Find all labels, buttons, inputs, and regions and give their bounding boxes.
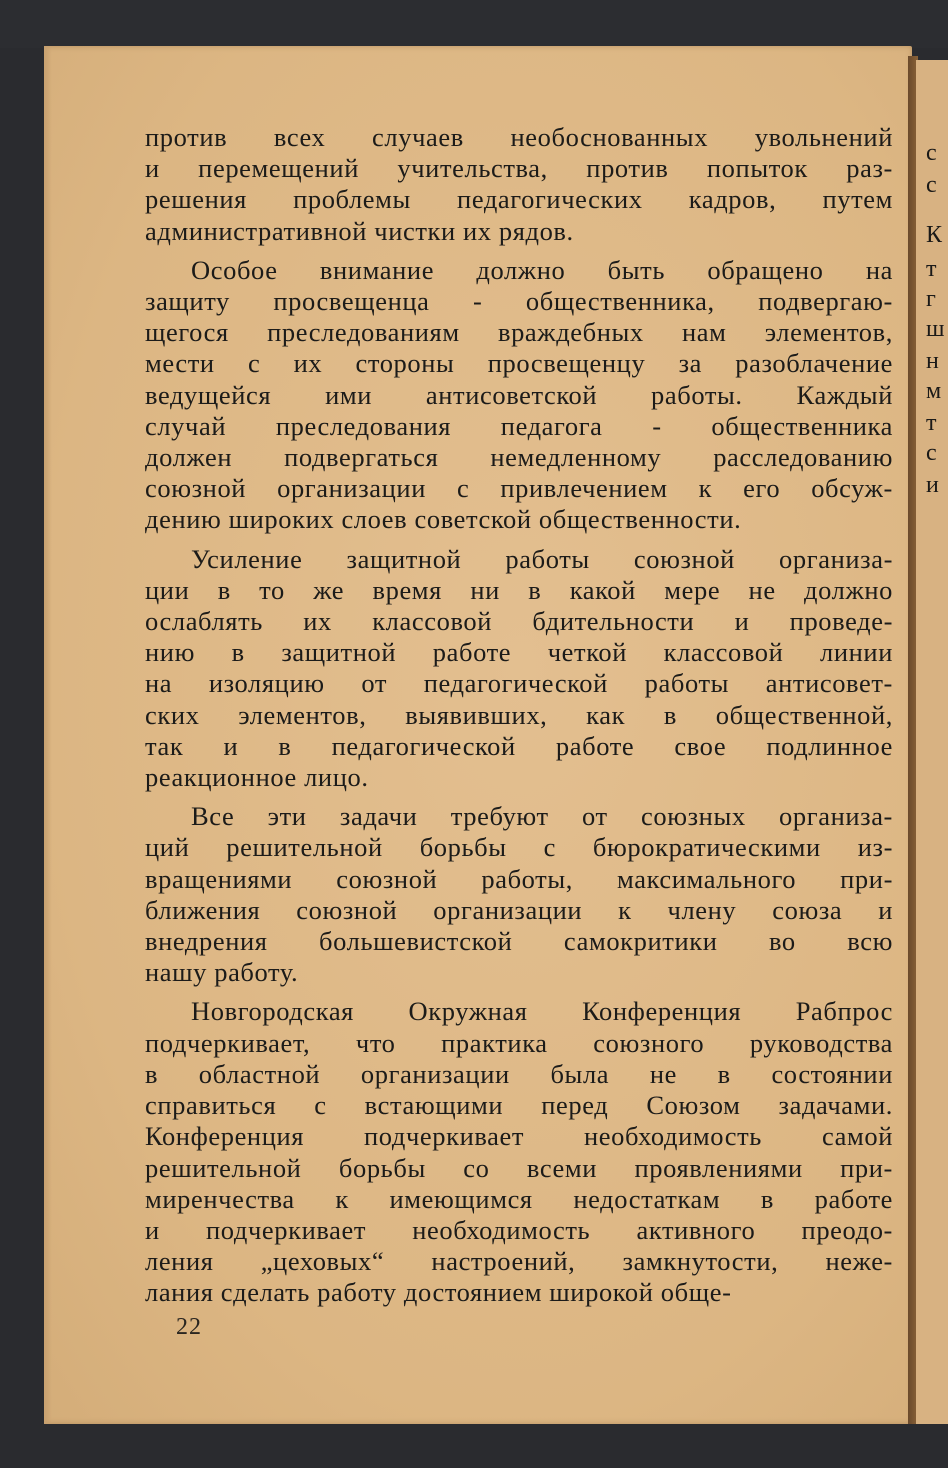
text-line: против всех случаев необоснованных увольнений xyxy=(145,122,893,152)
next-page-char: м xyxy=(926,378,942,404)
scanner-background-top xyxy=(0,0,948,48)
text-line: справиться с встающими перед Союзом задачами. xyxy=(145,1090,893,1121)
paragraph xyxy=(145,122,893,247)
next-page-char: т xyxy=(926,256,937,282)
paragraph xyxy=(145,544,893,794)
text-line: нашу работу. xyxy=(145,957,299,988)
text-line: ведущейся ими антисоветской работы. Каждый xyxy=(145,379,893,410)
text-line: ций решительной борьбы с бюрократическими из- xyxy=(145,832,893,863)
next-page-char: т xyxy=(926,410,937,436)
next-page-edge xyxy=(916,60,948,1428)
text-line: должен подвергаться немедленному расследованию xyxy=(145,442,893,473)
text-line: решения проблемы педагогических кадров, путем xyxy=(145,184,893,215)
text-line: лания сделать работу достоянием широкой обще- xyxy=(145,1277,732,1308)
text-line: и подчеркивает необходимость активного преодо- xyxy=(145,1214,893,1245)
text-line: щегося преследованиям враждебных нам элементов, xyxy=(145,317,893,348)
text-line: и перемещений учительства, против попыток раз- xyxy=(145,153,893,184)
text-line: ских элементов, выявивших, как в общественной, xyxy=(145,699,893,730)
paragraph xyxy=(145,801,893,988)
text-line: административной чистки их рядов. xyxy=(145,215,574,246)
scanner-background-bottom xyxy=(0,1424,948,1468)
text-line: ослаблять их классовой бдительности и проведе- xyxy=(145,606,893,637)
text-line: на изоляцию от педагогической работы антисовет- xyxy=(145,668,893,699)
paragraph xyxy=(145,996,893,1308)
page-number: 22 xyxy=(176,1314,202,1340)
next-page-char: К xyxy=(926,222,943,248)
text-line: подчеркивает, что практика союзного руководства xyxy=(145,1027,893,1058)
text-line: ближения союзной организации к члену союза и xyxy=(145,894,893,925)
text-line: Новгородская Окружная Конференция Рабпрос xyxy=(191,996,893,1027)
text-line: защиту просвещенца - общественника, подвергаю- xyxy=(145,286,893,317)
paragraph xyxy=(145,255,893,536)
text-line: вращениями союзной работы, максимального при- xyxy=(145,863,893,894)
text-line: миренчества к имеющимся недостаткам в работе xyxy=(145,1183,893,1214)
next-page-char: с xyxy=(926,140,937,166)
next-page-char: с xyxy=(926,172,937,198)
text-line: Все эти задачи требуют от союзных организа- xyxy=(191,801,893,832)
text-line: мести с их стороны просвещенцу за разоблачение xyxy=(145,348,893,379)
text-line: так и в педагогической работе свое подлинное xyxy=(145,730,893,761)
next-page-char: ш xyxy=(926,316,945,342)
page-left-edge xyxy=(44,46,52,1424)
next-page-char: с xyxy=(926,440,937,466)
text-line: союзной организации с привлечением к его обсуж- xyxy=(145,473,893,504)
text-line: случай преследования педагога - общественника xyxy=(145,410,893,441)
next-page-char: н xyxy=(926,348,939,374)
text-line: Конференция подчеркивает необходимость самой xyxy=(145,1121,893,1152)
next-page-char: г xyxy=(926,286,936,312)
text-line: решительной борьбы со всеми проявлениями при- xyxy=(145,1152,893,1183)
text-line: реакционное лицо. xyxy=(145,762,369,793)
text-line: ции в то же время ни в какой мере не должно xyxy=(145,574,893,605)
text-line: внедрения большевистской самокритики во всю xyxy=(145,926,893,957)
next-page-char: и xyxy=(926,472,939,498)
page-body-text xyxy=(145,122,893,1309)
text-line: ления „цеховых“ настроений, замкнутости, неже- xyxy=(145,1246,893,1277)
text-line: в областной организации была не в состоянии xyxy=(145,1058,893,1089)
text-line: Усиление защитной работы союзной организа- xyxy=(191,543,893,574)
text-line: нию в защитной работе четкой классовой линии xyxy=(145,637,893,668)
text-line: дению широких слоев советской общественности. xyxy=(145,504,742,535)
text-line: Особое внимание должно быть обращено на xyxy=(191,254,893,285)
